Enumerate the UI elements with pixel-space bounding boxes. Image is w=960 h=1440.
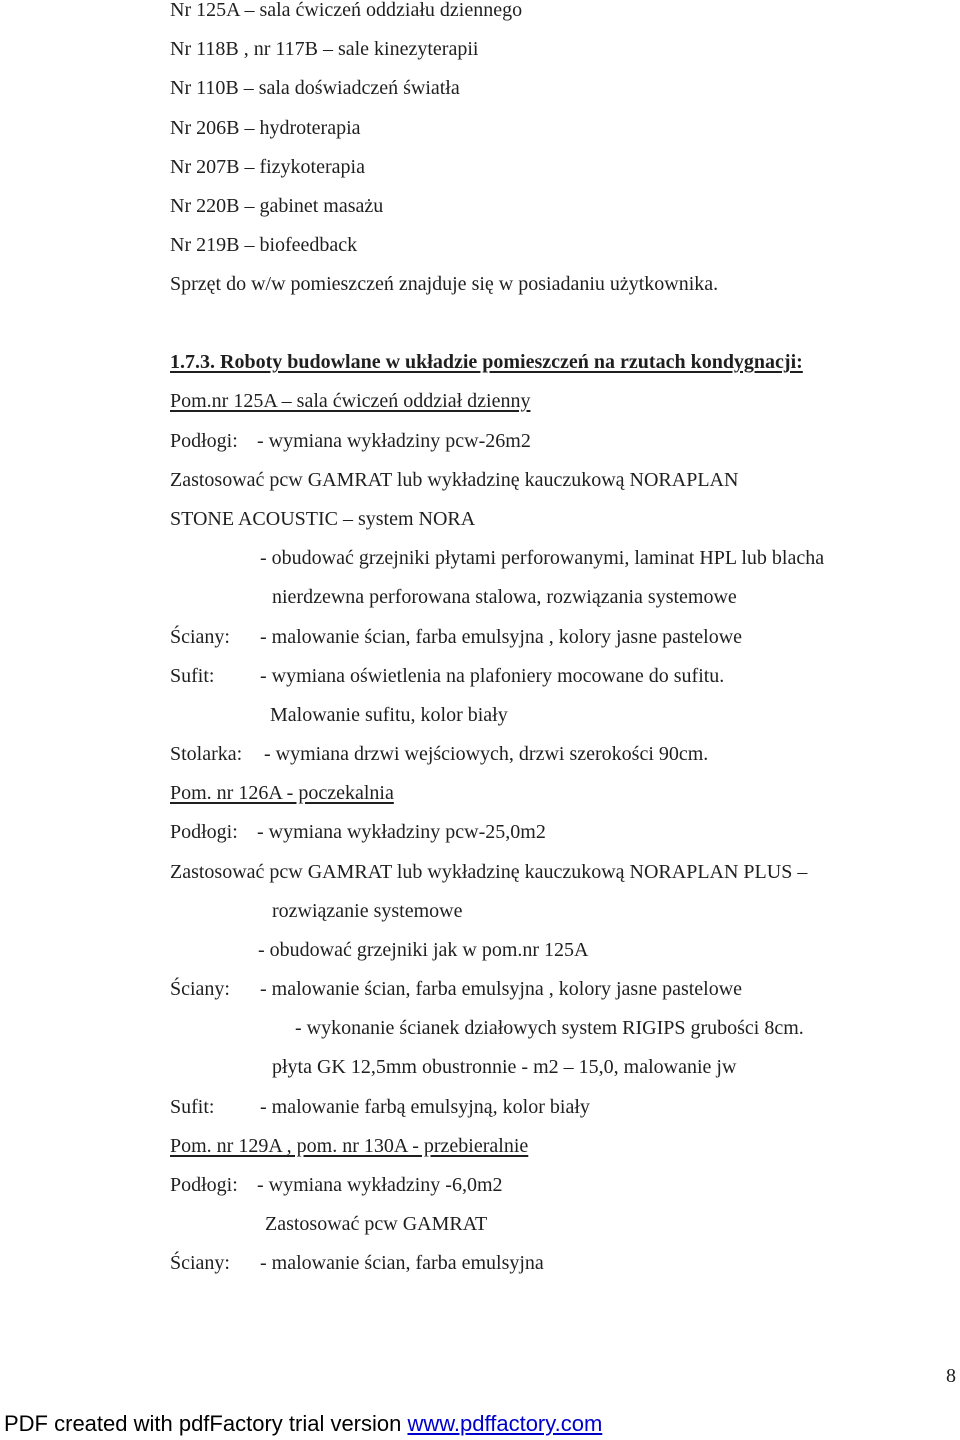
room-list-item: Nr 207B – fizykoterapia [170, 156, 365, 178]
room-list-item: Nr 220B – gabinet masażu [170, 195, 384, 217]
room-125a-floors-label: Podłogi: [170, 430, 238, 452]
footer-text: PDF created with pdfFactory trial version [4, 1411, 408, 1436]
room-129a-floors-line: - wymiana wykładziny -6,0m2 [257, 1174, 503, 1196]
room-125a-floors-line: Zastosować pcw GAMRAT lub wykładzinę kauczukową NORAPLAN [170, 469, 739, 491]
room-list-item: Nr 118B , nr 117B – sale kinezyterapii [170, 38, 479, 60]
room-list-item: Nr 206B – hydroterapia [170, 117, 361, 139]
room-126a-floors-label: Podłogi: [170, 821, 238, 843]
room-126a-ceiling-label: Sufit: [170, 1096, 215, 1118]
room-126a-ceiling-line: - malowanie farbą emulsyjną, kolor biały [260, 1096, 590, 1118]
pdf-footer [4, 1410, 602, 1438]
room-125a-walls-line: - malowanie ścian, farba emulsyjna , kolory jasne pastelowe [260, 626, 743, 648]
room-125a-ceiling-line: Malowanie sufitu, kolor biały [270, 704, 508, 726]
page-number: 8 [946, 1365, 956, 1387]
room-125a-floors-line: STONE ACOUSTIC – system NORA [170, 508, 476, 530]
room-129a-walls-label: Ściany: [170, 1252, 230, 1274]
room-125a-joinery-label: Stolarka: [170, 743, 243, 765]
room-125a-walls-label: Ściany: [170, 626, 230, 648]
room-125a-floors-line: nierdzewna perforowana stalowa, rozwiązania systemowe [272, 586, 737, 608]
room-list-item: Nr 110B – sala doświadczeń światła [170, 77, 460, 99]
room-126a-floors-line: - obudować grzejniki jak w pom.nr 125A [258, 939, 589, 961]
room-125a-floors-line: - obudować grzejniki płytami perforowanymi, laminat HPL lub blacha [260, 547, 825, 569]
room-129a-floors-label: Podłogi: [170, 1174, 238, 1196]
room-126a-floors-line: - wymiana wykładziny pcw-25,0m2 [257, 821, 546, 843]
room-126a-floors-line: rozwiązanie systemowe [272, 900, 463, 922]
room-125a-floors-line: - wymiana wykładziny pcw-26m2 [257, 430, 531, 452]
room-125a-ceiling-line: - wymiana oświetlenia na plafoniery mocowane do sufitu. [260, 665, 725, 687]
room-129a-130a-title: Pom. nr 129A , pom. nr 130A - przebieralnie [170, 1135, 529, 1157]
room-126a-walls-label: Ściany: [170, 978, 230, 1000]
room-126a-walls-line: - wykonanie ścianek działowych system RIGIPS grubości 8cm. [295, 1017, 804, 1039]
room-list-item: Nr 125A – sala ćwiczeń oddziału dziennego [170, 0, 523, 21]
room-129a-walls-line: - malowanie ścian, farba emulsyjna [260, 1252, 544, 1274]
room-126a-walls-line: - malowanie ścian, farba emulsyjna , kolory jasne pastelowe [260, 978, 743, 1000]
room-125a-joinery-line: - wymiana drzwi wejściowych, drzwi szerokości 90cm. [264, 743, 709, 765]
room-125a-title: Pom.nr 125A – sala ćwiczeń oddział dzienny [170, 390, 531, 412]
room-list-item: Nr 219B – biofeedback [170, 234, 358, 256]
room-129a-floors-line: Zastosować pcw GAMRAT [265, 1213, 488, 1235]
room-126a-title: Pom. nr 126A - poczekalnia [170, 782, 394, 804]
room-125a-ceiling-label: Sufit: [170, 665, 215, 687]
room-126a-walls-line: płyta GK 12,5mm obustronnie - m2 – 15,0, malowanie jw [272, 1056, 737, 1078]
footer-link[interactable]: www.pdffactory.com [407, 1411, 603, 1436]
equipment-note: Sprzęt do w/w pomieszczeń znajduje się w posiadaniu użytkownika. [170, 273, 719, 295]
section-heading: 1.7.3. Roboty budowlane w układzie pomieszczeń na rzutach kondygnacji: [170, 351, 803, 373]
room-126a-floors-line: Zastosować pcw GAMRAT lub wykładzinę kauczukową NORAPLAN PLUS – [170, 861, 808, 883]
